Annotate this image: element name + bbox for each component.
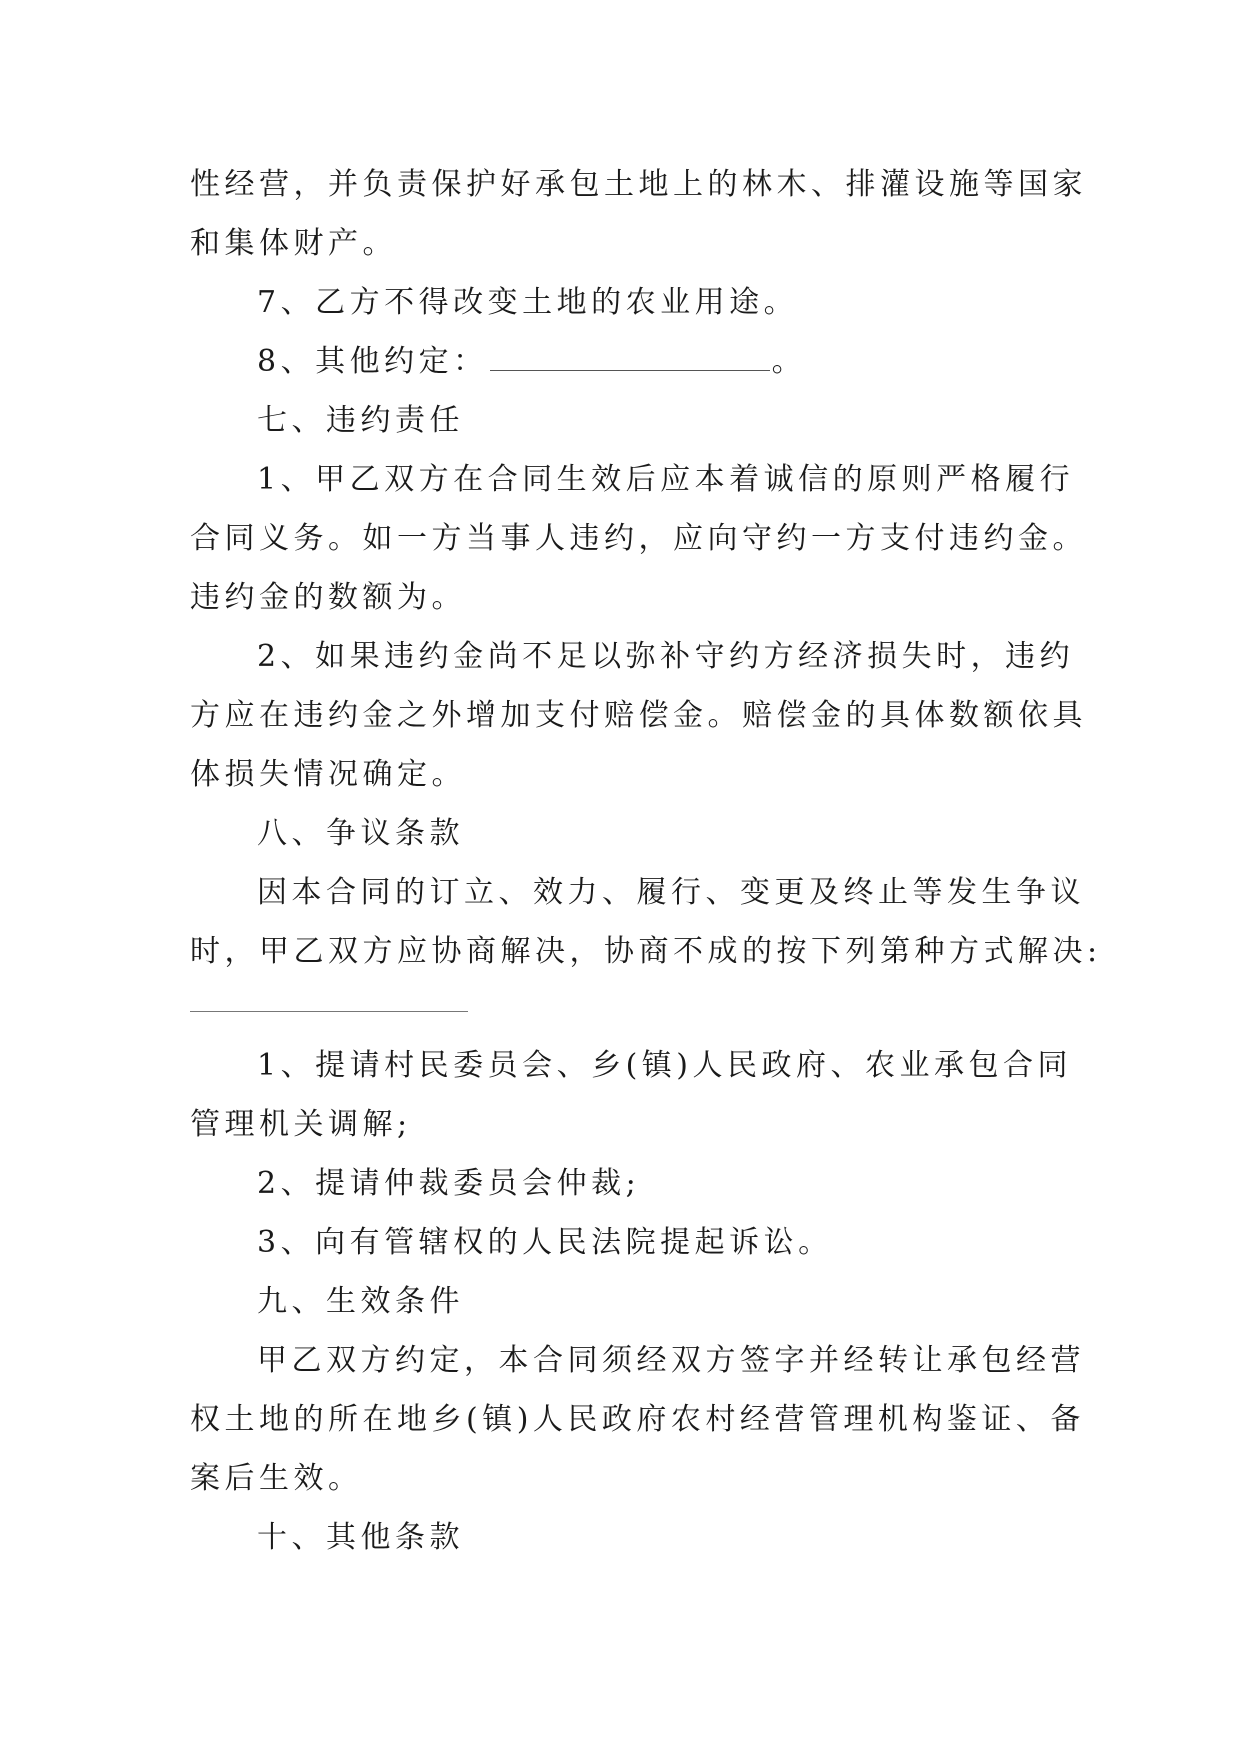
text-line: 管理机关调解; bbox=[190, 1107, 412, 1142]
blank-rule bbox=[190, 1011, 468, 1012]
section-heading-10: 十、其他条款 bbox=[257, 1520, 464, 1555]
text-line: 性经营，并负责保护好承包土地上的林木、排灌设施等国家 bbox=[190, 167, 1087, 202]
text-line: 体损失情况确定。 bbox=[190, 757, 466, 792]
text-line: 甲乙双方约定，本合同须经双方签字并经转让承包经营 bbox=[257, 1343, 1085, 1378]
blank-field[interactable] bbox=[490, 344, 770, 371]
section-heading-7: 七、违约责任 bbox=[257, 403, 464, 438]
text-line: 因本合同的订立、效力、履行、变更及终止等发生争议 bbox=[257, 875, 1085, 910]
text-line: 1、甲乙双方在合同生效后应本着诚信的原则严格履行 bbox=[257, 462, 1075, 497]
text-line: 2、提请仲裁委员会仲裁; bbox=[257, 1166, 641, 1201]
text-line: 案后生效。 bbox=[190, 1461, 363, 1496]
text-line: 3、向有管辖权的人民法院提起诉讼。 bbox=[257, 1225, 833, 1260]
text-line: 权土地的所在地乡(镇)人民政府农村经营管理机构鉴证、备 bbox=[190, 1402, 1085, 1437]
text-line: 合同义务。如一方当事人违约，应向守约一方支付违约金。 bbox=[190, 521, 1087, 556]
clause-7: 7、乙方不得改变土地的农业用途。 bbox=[257, 285, 799, 320]
section-heading-8: 八、争议条款 bbox=[257, 816, 464, 851]
clause-8 bbox=[257, 342, 806, 382]
text-line: 1、提请村民委员会、乡(镇)人民政府、农业承包合同 bbox=[257, 1048, 1072, 1083]
text-line: 方应在违约金之外增加支付赔偿金。赔偿金的具体数额依具 bbox=[190, 698, 1087, 733]
text-line: 2、如果违约金尚不足以弥补守约方经济损失时，违约 bbox=[257, 639, 1075, 674]
text-line: 违约金的数额为。 bbox=[190, 580, 466, 615]
clause-8-label: 8、其他约定： bbox=[257, 344, 488, 379]
text-line: 和集体财产。 bbox=[190, 226, 397, 261]
text-line: 时，甲乙双方应协商解决，协商不成的按下列第种方式解决: bbox=[190, 934, 1102, 969]
section-heading-9: 九、生效条件 bbox=[257, 1284, 464, 1319]
clause-8-end: 。 bbox=[771, 344, 807, 379]
